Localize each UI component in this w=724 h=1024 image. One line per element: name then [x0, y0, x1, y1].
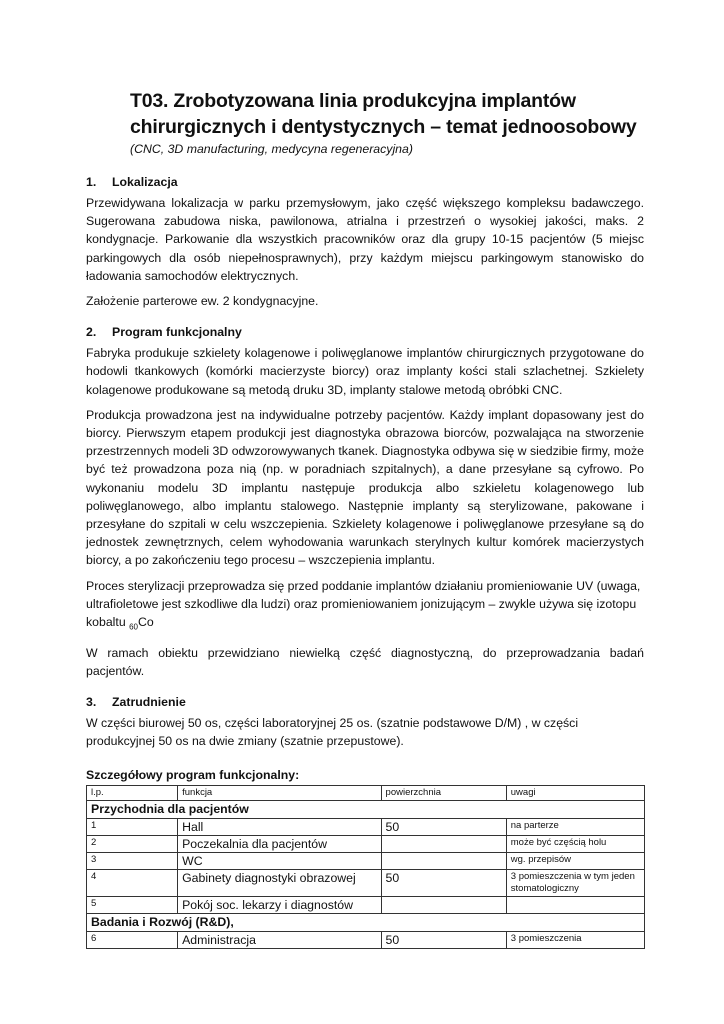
paragraph: Założenie parterowe ew. 2 kondygnacyjne. — [86, 294, 319, 309]
paragraph: Proces sterylizacji przeprowadza się przed poddanie implantów działaniu promieniowanie UV (uwaga, ultrafioletowe jest szkodliwe dla ludzi) oraz promieniowaniem jonizującym – zwykle używa się izotopu kobaltu $_{60}$Co — [86, 578, 641, 632]
table-row: 6 Administracja 50 3 pomieszczenia — [87, 931, 645, 948]
paragraph: W części biurowej 50 os, części laboratoryjnej 25 os. (szatnie podstawowe D/M) , w części produkcyjnej 50 os na dwie zmiany (szatnie przepustowe). — [86, 716, 579, 749]
table-row: 2 Poczekalnia dla pacjentów może być częścią holu — [87, 835, 645, 852]
table-title: Szczegółowy program funkcjonalny: — [86, 767, 300, 782]
paragraph: Fabryka produkuje szkielety kolagenowe i poliwęglanowe implantów chirurgicznych przygotowane do hodowli tkankowych (komórki macierzyste biorcy) oraz implanty kości stali szlachetnej. Szkielety kolagenowe produkowane są metodą druku 3D, implanty stalowe metodą obróbki CNC. — [86, 346, 644, 397]
section-heading-zatrudnienie: 3. Zatrudnienie — [86, 695, 186, 710]
document-subtitle: (CNC, 3D manufacturing, medycyna regeneracyjna) — [130, 142, 413, 156]
table-group-row: Badania i Rozwój (R&D), — [87, 913, 645, 931]
document-page — [86, 88, 644, 949]
section-heading-program: 2. Program funkcjonalny — [86, 325, 242, 340]
table-header-row: l.p. funkcja powierzchnia uwagi — [87, 785, 645, 800]
table-row: 5 Pokój soc. lekarzy i diagnostów — [87, 896, 645, 913]
paragraph: Produkcja prowadzona jest na indywidualne potrzeby pacjentów. Każdy implant dopasowany jest do biorcy. Pierwszym etapem produkcji jest diagnostyka obrazowa biorców, pozwalająca na stworzenie przestrzennych modeli 3D odwzorowywanych tkanek. Diagnostyka odbywa się w siedzibie firmy, może być też prowadzona poza nią (np. w poradniach szpitalnych), a dane przesyłane są cyfrowo. Po wykonaniu modelu 3D implantu następuje produkcja albo szkieletu kolagenowego lub poliwęglanowego, albo implantu stalowego. Następnie implanty są sterylizowane, pakowane i przesyłane do szpitali w celu wszczepienia. Szkielety kolagenowe i poliwęglanowe przesyłane są do jednostek zewnętrznych, celem wyhodowania warunkach sterylnych kultur komórek macierzystych biorcy, a po zakończeniu tego procesu – wszczepienia implantu. — [86, 407, 644, 568]
title-line-1: T03. Zrobotyzowana linia produkcyjna implantów — [130, 90, 576, 112]
table-row: 4 Gabinety diagnostyki obrazowej 50 3 pomieszczenia w tym jeden stomatologiczny — [87, 869, 645, 896]
title-line-2: chirurgicznych i dentystycznych – temat jednoosobowy — [130, 116, 637, 138]
paragraph: W ramach obiektu przewidziano niewielką część diagnostyczną, do przeprowadzania badań pacjentów. — [86, 645, 644, 678]
table-row: 1 Hall 50 na parterze — [87, 818, 645, 835]
paragraph: Przewidywana lokalizacja w parku przemysłowym, jako część większego kompleksu badawczego. Sugerowana zabudowa niska, pawilonowa, atrialna i przestrzeń o wysokiej jakości, maks. 2 kondygnacje. Parkowanie dla wszystkich pracowników oraz dla grupy 10-15 pacjentów (5 miejsc parkingowych dla osób niepełnosprawnych), przy każdym miejscu parkingowym stanowisko do ładowania samochodów elektrycznych. — [86, 196, 644, 283]
program-table — [86, 785, 645, 949]
table-row: 3 WC wg. przepisów — [87, 852, 645, 869]
table-group-row: Przychodnia dla pacjentów — [87, 800, 645, 818]
document-title — [130, 88, 644, 140]
section-heading-lokalizacja: 1. Lokalizacja — [86, 175, 178, 189]
